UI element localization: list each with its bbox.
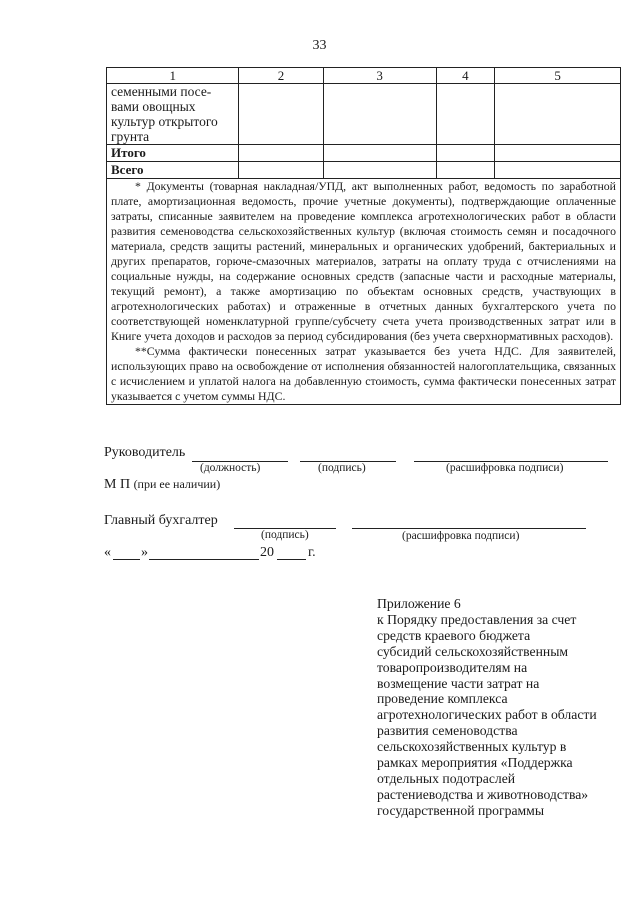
table-cell: [495, 145, 621, 162]
table-cell: [239, 162, 323, 179]
crop-name-cell: [107, 84, 239, 145]
table-cell: [436, 162, 495, 179]
stamp-line-label: [104, 477, 220, 493]
grand-total-label: Всего: [107, 162, 239, 179]
date-month-line[interactable]: [149, 559, 259, 560]
year-suffix: г.: [308, 545, 316, 560]
appendix-block: [377, 596, 627, 819]
table-cell: [239, 84, 323, 145]
appendix-line: субсидий сельскохозяйственным: [377, 643, 569, 659]
appendix-line: возмещение части затрат на: [377, 675, 540, 691]
footnote-vat: **Сумма фактически понесенных затрат указывается без учета НДС. Для заявителей, использующих право на освобождение от исполнения обязанностей налогоплательщика, связанных с исчислением и уплатой налога на добавленную стоимость, сумма фактически понесенных затрат указывается с учетом суммы НДС.: [111, 344, 616, 403]
stamp-label: М П: [104, 477, 131, 492]
crop-name-line: семенными посе-: [111, 84, 212, 99]
column-header-1: 1: [107, 68, 239, 84]
column-header-2: 2: [239, 68, 323, 84]
table-cell: [436, 145, 495, 162]
total-row: [107, 145, 621, 162]
table-cell: [323, 162, 436, 179]
accountant-decoding-caption: (расшифровка подписи): [402, 530, 520, 542]
table-header-row: [107, 68, 621, 84]
footnote-row: [107, 179, 621, 405]
accountant-label: Главный бухгалтер: [104, 513, 218, 528]
table-cell: [495, 162, 621, 179]
total-label: Итого: [107, 145, 239, 162]
appendix-line: рамках мероприятия «Поддержка: [377, 755, 573, 771]
footnote-documents: * Документы (товарная накладная/УПД, акт выполненных работ, ведомость по заработной плате, амортизационная ведомость, прочие учетные документы), подтверждающие оплаченные затраты, списанные заявителем на проведение комплекса агротехнологических работ в области развития семеноводства сельскохозяйственных культур (включая стоимость семян и посадочного материала, средств защиты растений, минеральных и органических удобрений, бактериальных и других препаратов, горюче-смазочных материалов, затраты на оплату труда с отчислениями на социальные нужды, на содержание основных средств (запасные части и расходные материалы, текущий ремонт), а также амортизацию по объектам основных средств, участвующих в агротехнологических работах) и отраженные в отчетных данных бухгалтерского учета по соответствующей номенклатурной группе/субсчету счета учета производственных затрат или в Книге учета доходов и расходов за период субсидирования (без учета сверхнормативных расходов).: [111, 179, 616, 343]
decoding-caption: (расшифровка подписи): [446, 462, 564, 474]
table-cell: [495, 84, 621, 145]
appendix-line: развития семеноводства: [377, 723, 518, 739]
date-year-line[interactable]: [277, 559, 306, 560]
appendix-line: к Порядку предоставления за счет: [377, 611, 577, 627]
accountant-signature-caption: (подпись): [261, 529, 309, 541]
appendix-line: средств краевого бюджета: [377, 627, 531, 643]
page-number: 33: [312, 38, 327, 53]
appendix-line: агротехнологических работ в области: [377, 707, 597, 723]
appendix-line: растениеводства и животноводства»: [377, 786, 589, 802]
appendix-line: проведение комплекса: [377, 691, 508, 707]
table-cell: [239, 145, 323, 162]
crop-name-line: грунта: [111, 129, 150, 144]
footnote-cell: [107, 179, 621, 405]
column-header-5: 5: [495, 68, 621, 84]
signature-caption: (подпись): [318, 462, 366, 474]
crop-name-line: культур открытого: [111, 114, 218, 129]
position-caption: (должность): [200, 462, 261, 474]
accountant-decoding-line[interactable]: [352, 528, 586, 529]
table-cell: [436, 84, 495, 145]
crop-name-line: вами овощных: [111, 99, 196, 114]
table-row: [107, 84, 621, 145]
column-header-3: 3: [323, 68, 436, 84]
stamp-note: (при ее наличии): [133, 477, 221, 491]
appendix-line: отдельных подотраслей: [377, 770, 516, 786]
appendix-line: сельскохозяйственных культур в: [377, 739, 567, 755]
appendix-line: государственной программы: [377, 802, 545, 818]
table-cell: [323, 84, 436, 145]
date-close-quote: »: [141, 545, 148, 560]
column-header-4: 4: [436, 68, 495, 84]
date-day-line[interactable]: [113, 559, 140, 560]
year-prefix: 20: [260, 545, 274, 560]
date-open-quote: «: [104, 545, 111, 560]
table-cell: [323, 145, 436, 162]
head-label: Руководитель: [104, 445, 186, 460]
cost-table: [106, 67, 621, 405]
appendix-line: товаропроизводителям на: [377, 659, 528, 675]
appendix-line: Приложение 6: [377, 596, 461, 611]
grand-total-row: [107, 162, 621, 179]
